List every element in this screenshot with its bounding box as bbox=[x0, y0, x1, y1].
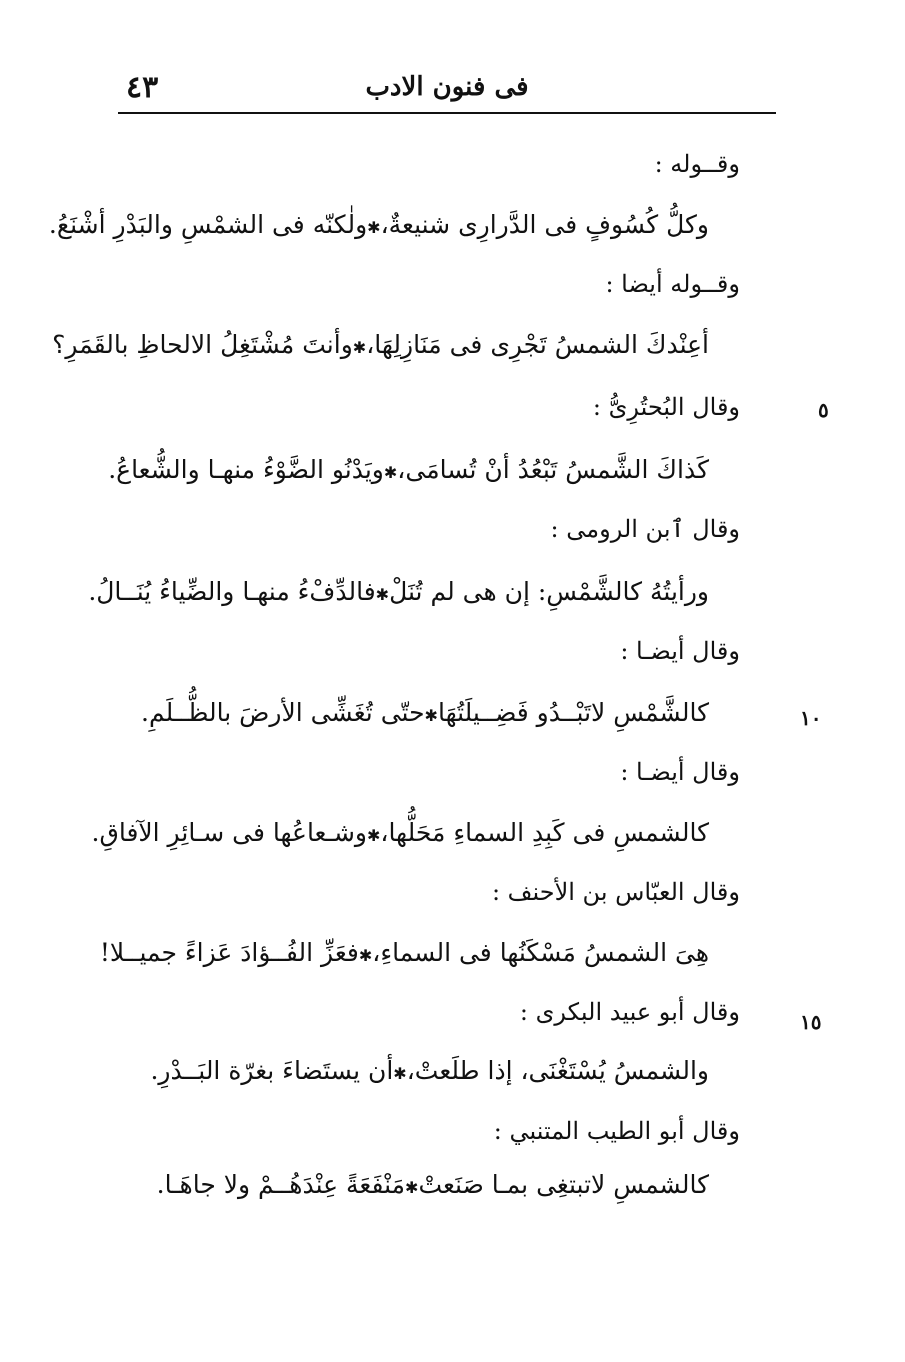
verse-line bbox=[91, 818, 709, 847]
verse-line bbox=[108, 455, 709, 484]
verse-line bbox=[99, 938, 709, 967]
verse-line bbox=[150, 1056, 709, 1085]
verse-line bbox=[141, 698, 709, 727]
verse-line bbox=[156, 1170, 709, 1199]
verse-separator-star: ✱ bbox=[352, 338, 367, 357]
poem-intro: وقــوله : bbox=[654, 150, 740, 178]
first-hemistich: كالشَّمْسِ لاتَبْــدُو فَضِــيلَتُهَا bbox=[437, 698, 709, 727]
first-hemistich: كالشمسِ فى كَبِدِ السماءِ مَحَلُّها، bbox=[380, 818, 709, 847]
page-number: ٤٣ bbox=[126, 70, 159, 105]
second-hemistich: مَنْفَعَةً عِنْدَهُــمْ ولا جاهَـا. bbox=[156, 1170, 406, 1199]
verse-line bbox=[52, 330, 709, 359]
second-hemistich: حتّى تُغَشِّى الأرضَ بالظُّــلَمِ. bbox=[141, 698, 425, 727]
poem-intro: وقال العبّاس بن الأحنف : bbox=[491, 878, 740, 906]
verse-separator-star: ✱ bbox=[367, 218, 381, 237]
poem-intro: وقال أبو الطيب المتنبي : bbox=[493, 1117, 740, 1145]
first-hemistich: ورأيتُهُ كالشَّمْسِ: إن هى لم تُنَلْ bbox=[389, 577, 709, 606]
poem-intro: وقال البُحتُرِىُّ : bbox=[592, 393, 740, 421]
second-hemistich: وشـعاعُها فى سـائِرِ الآفاقِ. bbox=[91, 818, 367, 847]
first-hemistich: كالشمسِ لاتبتغِى بمـا صَنَعتْ bbox=[418, 1170, 709, 1199]
line-number-5: ٥ bbox=[818, 398, 829, 422]
first-hemistich: هِىَ الشمسُ مَسْكَنُها فى السماءِ، bbox=[372, 938, 709, 967]
verse-separator-star: ✱ bbox=[424, 706, 438, 725]
first-hemistich: كَذاكَ الشَّمسُ تَبْعُدُ أنْ تُسامَى، bbox=[397, 455, 709, 484]
verse-separator-star: ✱ bbox=[375, 585, 390, 604]
verse-separator-star: ✱ bbox=[358, 946, 373, 965]
poem-intro: وقــوله أيضا : bbox=[605, 270, 740, 298]
second-hemistich: فعَزِّ الفُــؤادَ عَزاءً جميــلا! bbox=[99, 938, 359, 967]
poem-intro: وقال أيضـا : bbox=[620, 758, 740, 786]
verse-separator-star: ✱ bbox=[383, 463, 398, 482]
verse-separator-star: ✱ bbox=[366, 826, 381, 845]
poem-intro: وقال ٱبن الرومى : bbox=[550, 515, 740, 543]
line-number-10: ١٠ bbox=[800, 706, 822, 730]
verse-line bbox=[88, 577, 709, 606]
second-hemistich: فالدِّفْءُ منهـا والضِّياءُ يُنَــالُ. bbox=[88, 577, 376, 606]
second-hemistich: أن يستَضاءَ بغرّة البَــدْرِ. bbox=[150, 1056, 394, 1085]
line-number-15: ١٥ bbox=[800, 1010, 822, 1034]
verse-line bbox=[48, 210, 709, 239]
second-hemistich: ولٰكنّه فى الشمْسِ والبَدْرِ أشْنَعُ. bbox=[48, 210, 368, 239]
second-hemistich: وأنتَ مُشْتَغِلُ الالحاظِ بالقَمَرِ؟ bbox=[52, 330, 353, 359]
poem-intro: وقال أبو عبيد البكرى : bbox=[519, 998, 740, 1026]
first-hemistich: أعِنْدكَ الشمسُ تَجْرِى فى مَنَازِلِهَا، bbox=[366, 330, 709, 359]
verse-separator-star: ✱ bbox=[405, 1178, 419, 1197]
running-head bbox=[118, 66, 776, 114]
poem-intro: وقال أيضـا : bbox=[620, 637, 740, 665]
second-hemistich: ويَدْنُو الضَّوْءُ منهـا والشُّعاعُ. bbox=[108, 455, 384, 484]
first-hemistich: والشمسُ يُسْتَغْنَى، إذا طلَعتْ، bbox=[406, 1056, 709, 1085]
running-title: فى فنون الادب bbox=[365, 72, 529, 102]
first-hemistich: وكلُّ كُسُوفٍ فى الدَّرارِى شنيعةٌ، bbox=[380, 210, 709, 239]
verse-separator-star: ✱ bbox=[393, 1064, 407, 1083]
